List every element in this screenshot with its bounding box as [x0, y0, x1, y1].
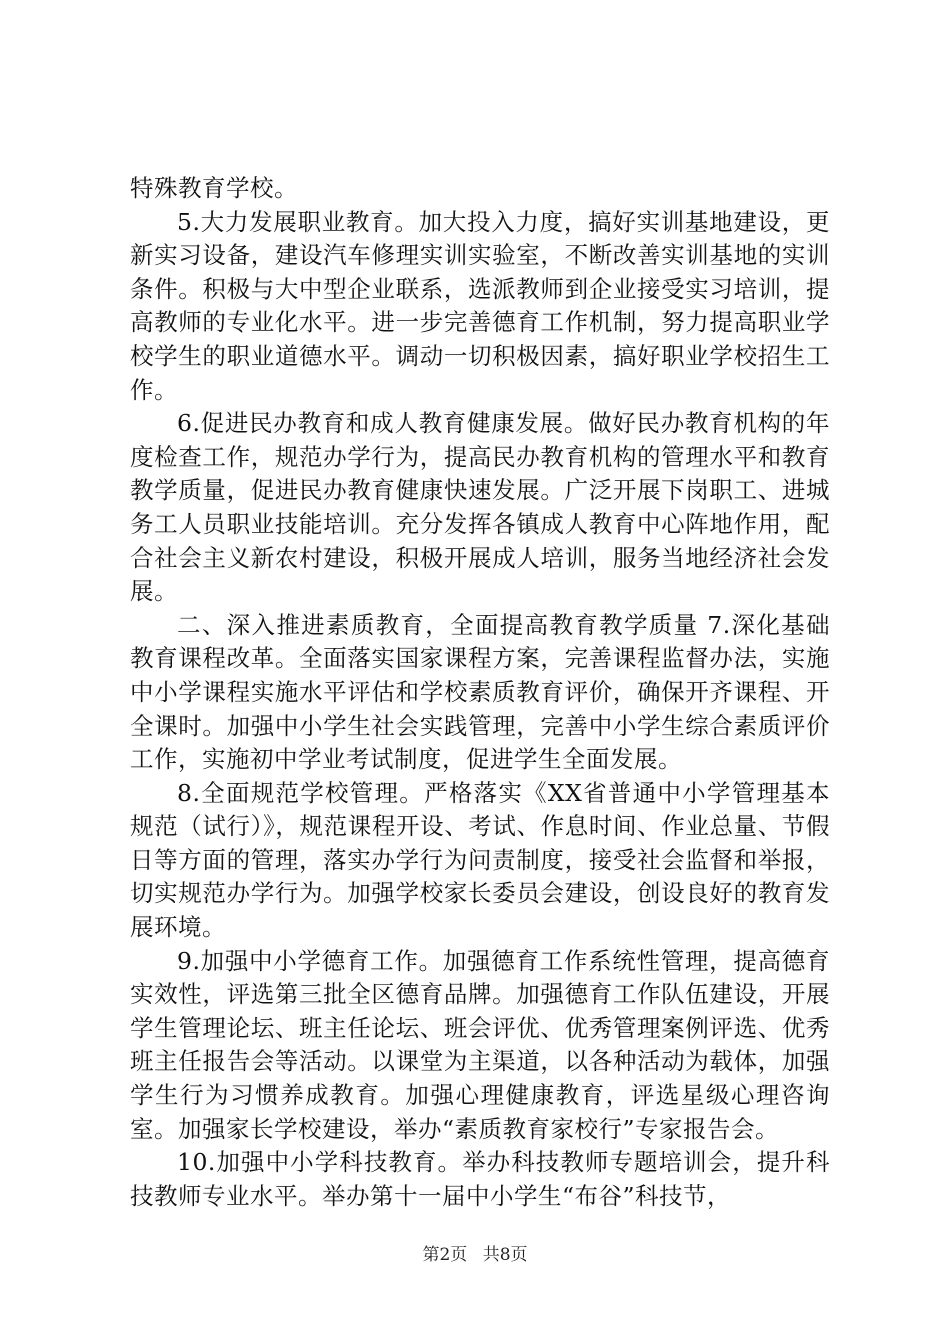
- paragraph-item-8: 8.全面规范学校管理。严格落实《XX省普通中小学管理基本规范（试行）》，规范课程开设、考试、作息时间、作业总量、节假日等方面的管理，落实办学行为问责制度，接受社会监督和举报，切实规范办学行为。加强学校家长委员会建设，创设良好的教育发展环境。: [130, 778, 830, 942]
- document-body: [130, 172, 830, 1213]
- paragraph-item-6: 6.促进民办教育和成人教育健康发展。做好民办教育机构的年度检查工作，规范办学行为，提高民办教育机构的管理水平和教育教学质量，促进民办教育健康快速发展。广泛开展下岗职工、进城务工人员职业技能培训。充分发挥各镇成人教育中心阵地作用，配合社会主义新农村建设，积极开展成人培训，服务当地经济社会发展。: [130, 409, 830, 606]
- paragraph-item-5: 5.大力发展职业教育。加大投入力度，搞好实训基地建设，更新实习设备，建设汽车修理实训实验室，不断改善实训基地的实训条件。积极与大中型企业联系，选派教师到企业接受实习培训，提高教师的专业化水平。进一步完善德育工作机制，努力提高职业学校学生的职业道德水平。调动一切积极因素，搞好职业学校招生工作。: [130, 207, 830, 404]
- page-footer: [0, 1244, 950, 1266]
- page-total: 共8页: [482, 1245, 528, 1265]
- paragraph-item-9: 9.加强中小学德育工作。加强德育工作系统性管理，提高德育实效性，评选第三批全区德育品牌。加强德育工作队伍建设，开展学生管理论坛、班主任论坛、班会评优、优秀管理案例评选、优秀班主任报告会等活动。以课堂为主渠道，以各种活动为载体，加强学生行为习惯养成教育。加强心理健康教育，评选星级心理咨询室。加强家长学校建设，举办“素质教育家校行”专家报告会。: [130, 946, 830, 1143]
- page-number: 第2页: [422, 1245, 468, 1265]
- paragraph-continuation: 特殊教育学校。: [130, 174, 298, 202]
- paragraph-section-2-item-7: 二、深入推进素质教育，全面提高教育教学质量 7.深化基础教育课程改革。全面落实国家课程方案，完善课程监督办法，实施中小学课程实施水平评估和学校素质教育评价，确保开齐课程、开全课时。加强中小学生社会实践管理，完善中小学生综合素质评价工作，实施初中学业考试制度，促进学生全面发展。: [130, 610, 830, 774]
- paragraph-item-10: 10.加强中小学科技教育。举办科技教师专题培训会，提升科技教师专业水平。举办第十一届中小学生“布谷”科技节，: [130, 1148, 830, 1210]
